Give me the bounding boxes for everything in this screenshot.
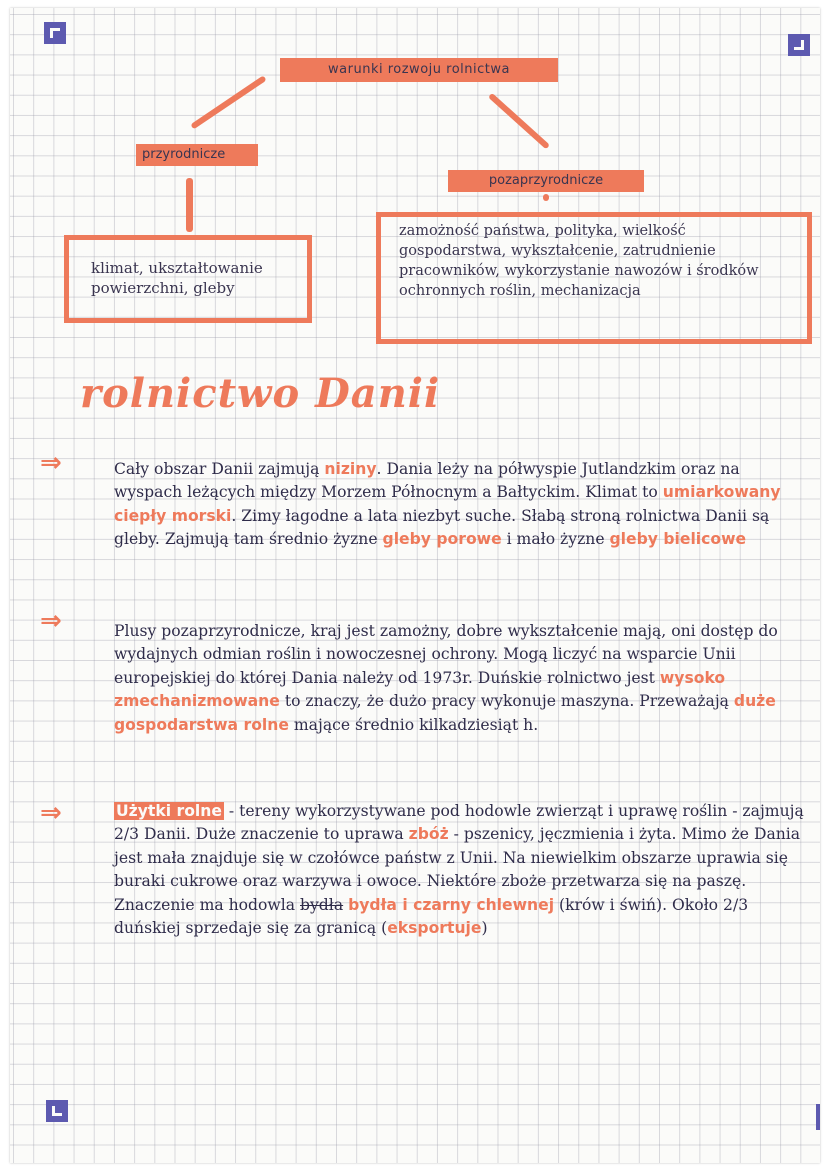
text: . Dania leży na półwyspie Jutlandzkim oraz na wyspach leżących między Morzem Północnym a Bałtyckim. Klimat to <box>114 460 740 502</box>
branch-natural-label: przyrodnicze <box>136 144 258 166</box>
highlight: wysoko zmechanizmowane <box>114 668 726 711</box>
text: to znaczy, że dużo pracy wykonuje maszyna. Przeważają <box>279 692 734 711</box>
connector-vertical <box>186 178 193 232</box>
highlight: bydła i czarny chlewnej <box>348 895 555 914</box>
text: Plusy pozaprzyrodnicze, kraj jest zamożny, dobre wykształcenie mają, oni dostęp do wydajnych odmian roślin i nowoczesnej ochrony. Mogą liczyć na wsparcie Unii europejskiej do której Dania należy od 1973r. Duńskie rolnictwo jest <box>114 622 778 687</box>
highlight: gleby porowe <box>382 530 502 549</box>
margin-mark <box>816 1104 820 1130</box>
corner-mark-icon <box>46 1100 68 1122</box>
corner-mark-icon <box>44 22 66 44</box>
text: - pszenicy, jęczmienia i żyta. Mimo że Dania jest mała znajduje się w czołówce państw z Unii. Na niewielkim obszarze uprawia się buraki cukrowe oraz warzywa i owoce. Niektóre zboże przetwarza się na paszę. Znaczenie ma hodowla <box>114 825 801 914</box>
arrow-icon: ⇒ <box>40 448 62 478</box>
text: i mało żyzne <box>501 530 610 549</box>
text: mające średnio kilkadziesiąt h. <box>288 715 539 734</box>
page-heading: rolnictwo Danii <box>80 370 441 417</box>
branch-nonnatural-text: zamożność państwa, polityka, wielkość gospodarstwa, wykształcenie, zatrudnienie pracowników, wykorzystanie nawozów i środków ochronnych roślin, mechanizacja <box>399 223 759 299</box>
branch-nonnatural-label: pozaprzyrodnicze <box>448 170 644 192</box>
highlight: niziny <box>324 460 377 478</box>
text: ) <box>481 919 488 938</box>
branch-nonnatural-box <box>376 212 812 344</box>
text: . Zimy łagodne a lata niezbyt suche. Słabą stroną rolnictwa Danii są gleby. Zajmują tam średnio żyzne <box>114 506 770 549</box>
branch-natural-text: klimat, ukształtowanie powierzchni, gleby <box>91 259 263 297</box>
highlight: gleby bielicowe <box>609 530 747 549</box>
text: - tereny wykorzystywane pod hodowle zwierząt i uprawę roślin - zajmują 2/3 Danii. Duże znaczenie to uprawa <box>114 802 804 844</box>
highlight: duże gospodarstwa rolne <box>114 692 776 734</box>
paragraph-agriculture <box>114 800 804 940</box>
notebook-page <box>10 8 820 1163</box>
mind-map-title: warunki rozwoju rolnictwa <box>280 58 558 82</box>
connector-left <box>190 75 266 129</box>
arrow-icon: ⇒ <box>40 798 62 828</box>
highlight: umiarkowany ciepły morski <box>114 483 781 525</box>
connector-right <box>488 93 550 150</box>
paragraph-geography <box>114 458 804 552</box>
arrow-icon: ⇒ <box>40 606 62 636</box>
connector-dot <box>543 194 549 201</box>
highlight: Użytki rolne <box>116 802 222 820</box>
branch-natural-box <box>64 235 312 323</box>
highlight: eksportuje <box>387 919 482 938</box>
highlight: zbóż <box>408 825 449 844</box>
paragraph-economy <box>114 620 804 737</box>
corner-mark-icon <box>788 34 810 56</box>
text: Cały obszar Danii zajmują <box>114 460 325 478</box>
text: (krów i świń). Około 2/3 duńskiej sprzedaje się za granicą ( <box>114 895 749 938</box>
struck-text: bydła <box>300 895 344 914</box>
